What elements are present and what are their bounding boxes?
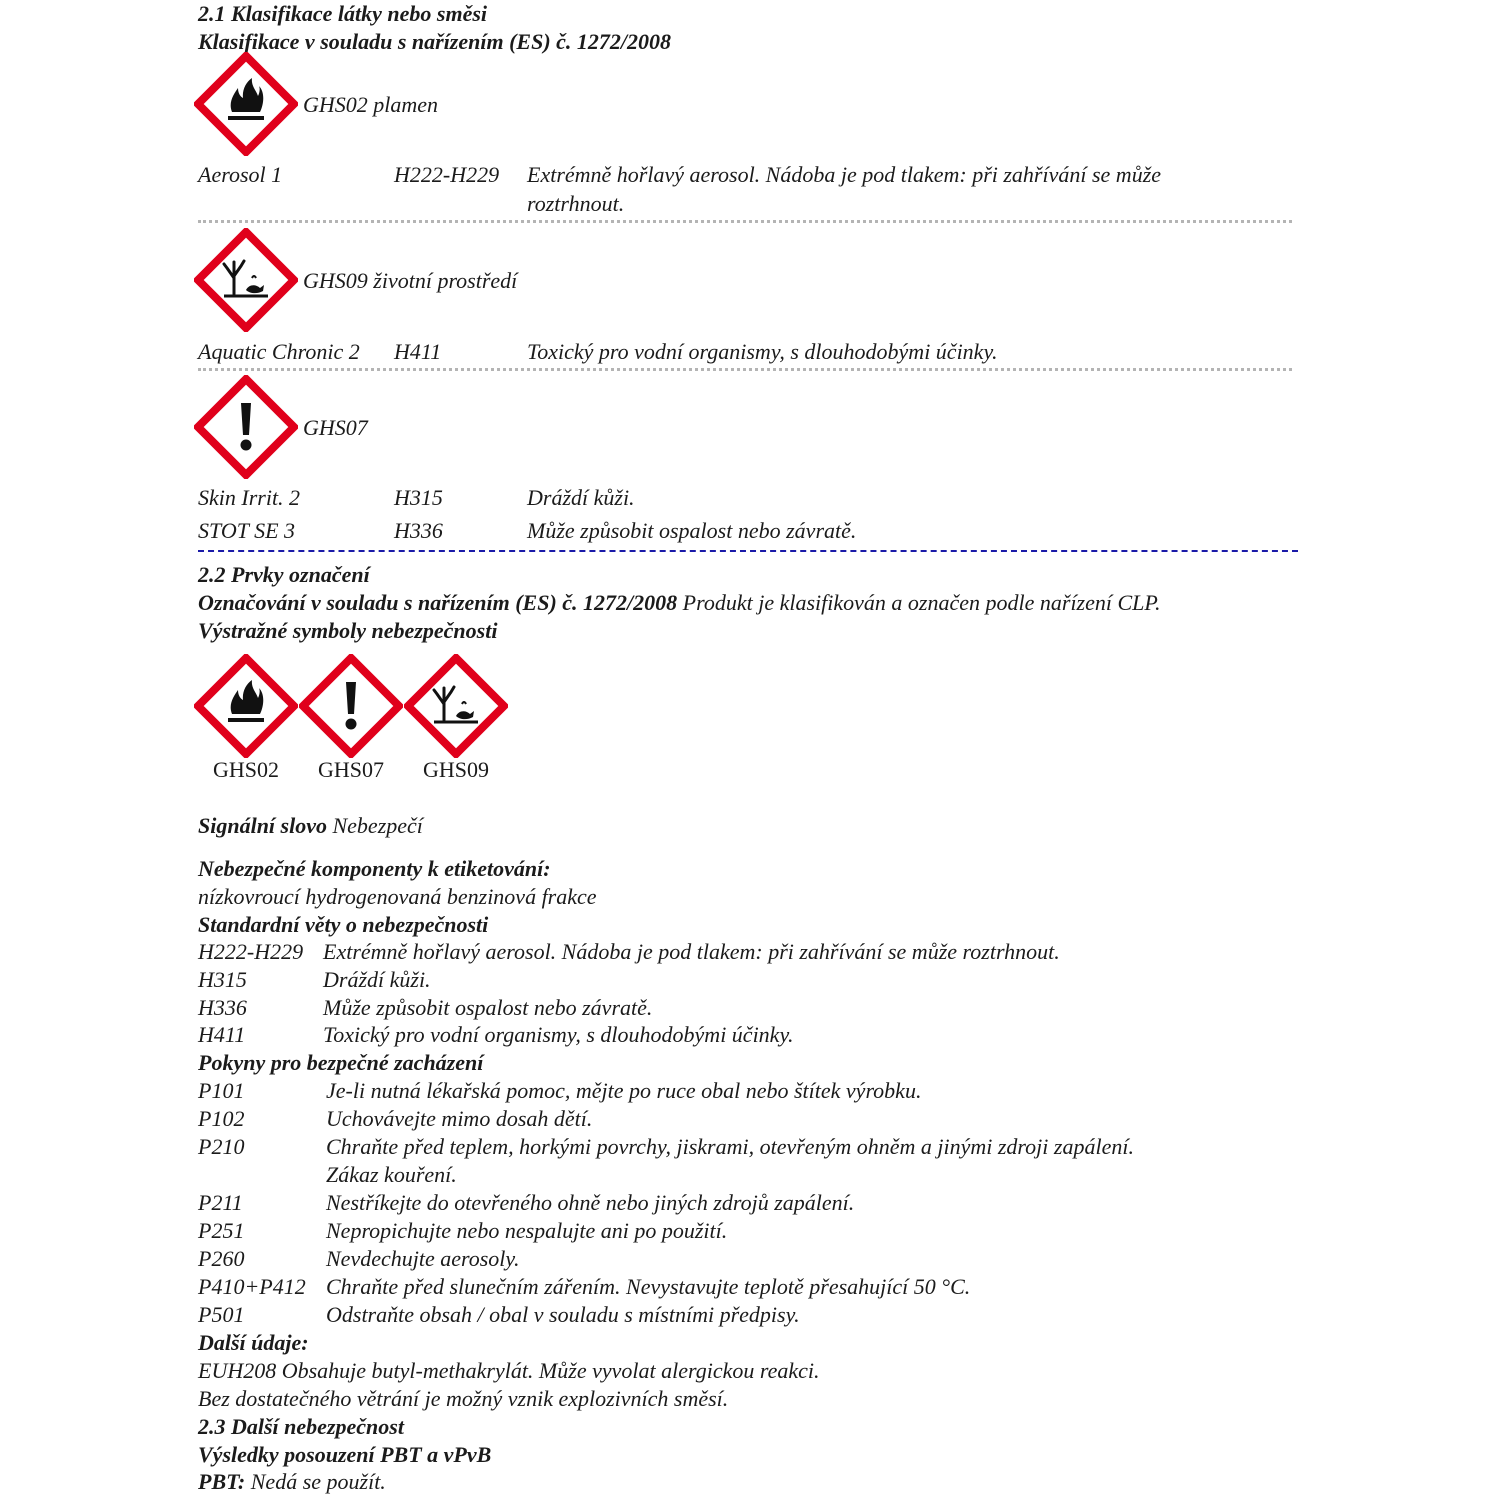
signal-word-line xyxy=(198,812,423,840)
class-category: Aquatic Chronic 2 xyxy=(198,339,360,364)
signal-word-value: Nebezpečí xyxy=(326,813,423,838)
pbt-value: Nedá se použít. xyxy=(245,1469,386,1494)
labelling-line xyxy=(198,589,1161,617)
class-category: Skin Irrit. 2 xyxy=(198,485,301,510)
environment-icon xyxy=(194,228,298,332)
pbt-line xyxy=(198,1468,386,1496)
environment-icon xyxy=(404,654,508,758)
p-statements-heading: Pokyny pro bezpečné zacházení xyxy=(198,1050,484,1075)
p-text: Chraňte před slunečním zářením. Nevystavujte teplotě přesahující 50 °C. xyxy=(326,1274,971,1299)
hazard-text: Extrémně hořlavý aerosol. Nádoba je pod tlakem: při zahřívání se může xyxy=(527,162,1162,187)
hazard-text-continued: roztrhnout. xyxy=(527,191,625,216)
labelling-regulation: Označování v souladu s nařízením (ES) č. 1272/2008 xyxy=(198,590,678,615)
class-category: Aerosol 1 xyxy=(198,162,283,187)
p-code: P410+P412 xyxy=(198,1274,306,1299)
h-text: Extrémně hořlavý aerosol. Nádoba je pod tlakem: při zahřívání se může roztrhnout. xyxy=(323,939,1060,964)
section-2-1-heading: 2.1 Klasifikace látky nebo směsi xyxy=(198,1,488,26)
dotted-separator xyxy=(198,368,1292,371)
p-text: Nevdechujte aerosoly. xyxy=(326,1246,520,1271)
p-text: Uchovávejte mimo dosah dětí. xyxy=(326,1106,593,1131)
exclamation-icon xyxy=(299,654,403,758)
hazard-text: Může způsobit ospalost nebo závratě. xyxy=(527,518,857,543)
exclamation-icon xyxy=(194,375,298,479)
p-text: Je-li nutná lékařská pomoc, mějte po ruce obal nebo štítek výrobku. xyxy=(326,1078,922,1103)
h-text: Dráždí kůži. xyxy=(323,967,431,992)
labelling-note: Produkt je klasifikován a označen podle nařízení CLP. xyxy=(677,590,1161,615)
flame-icon xyxy=(194,654,298,758)
p-text: Nepropichujte nebo nespalujte ani po použití. xyxy=(326,1218,728,1243)
p-text-continued: Zákaz kouření. xyxy=(326,1162,457,1187)
p-text: Nestříkejte do otevřeného ohně nebo jiných zdrojů zapálení. xyxy=(326,1190,855,1215)
hazard-code: H315 xyxy=(394,485,443,510)
pictogram-code: GHS09 xyxy=(422,757,489,782)
signal-word-label: Signální slovo xyxy=(198,813,327,838)
section-divider xyxy=(198,550,1298,552)
flame-icon xyxy=(194,52,298,156)
ghs09-label: GHS09 životní prostředí xyxy=(303,268,518,293)
section-2-1-subheading: Klasifikace v souladu s nařízením (ES) č. 1272/2008 xyxy=(198,29,672,54)
h-code: H315 xyxy=(198,967,247,992)
section-2-3-heading: 2.3 Další nebezpečnost xyxy=(198,1414,404,1439)
h-statements-heading: Standardní věty o nebezpečnosti xyxy=(198,912,489,937)
pbt-assessment-heading: Výsledky posouzení PBT a vPvB xyxy=(198,1442,492,1467)
pictogram-code: GHS07 xyxy=(317,757,384,782)
h-code: H336 xyxy=(198,995,247,1020)
section-2-2-heading: 2.2 Prvky označení xyxy=(198,562,370,587)
ghs02-label: GHS02 plamen xyxy=(303,92,439,117)
hazard-code: H222-H229 xyxy=(394,162,500,187)
hazard-text: Toxický pro vodní organismy, s dlouhodobými účinky. xyxy=(527,339,998,364)
p-code: P501 xyxy=(198,1302,245,1327)
p-code: P211 xyxy=(198,1190,243,1215)
h-text: Může způsobit ospalost nebo závratě. xyxy=(323,995,653,1020)
p-code: P210 xyxy=(198,1134,245,1159)
p-code: P101 xyxy=(198,1078,245,1103)
other-info-heading: Další údaje: xyxy=(198,1330,309,1355)
hazard-code: H411 xyxy=(394,339,442,364)
ghs07-label: GHS07 xyxy=(303,415,368,440)
other-info-line: EUH208 Obsahuje butyl-methakrylát. Může vyvolat alergickou reakci. xyxy=(198,1358,820,1383)
p-code: P260 xyxy=(198,1246,245,1271)
components-heading: Nebezpečné komponenty k etiketování: xyxy=(198,856,551,881)
components-text: nízkovroucí hydrogenovaná benzinová frakce xyxy=(198,884,597,909)
h-text: Toxický pro vodní organismy, s dlouhodobými účinky. xyxy=(323,1022,794,1047)
p-text: Odstraňte obsah / obal v souladu s místními předpisy. xyxy=(326,1302,800,1327)
p-text: Chraňte před teplem, horkými povrchy, jiskrami, otevřeným ohněm a jinými zdroji zapálení. xyxy=(326,1134,1134,1159)
pbt-label: PBT: xyxy=(198,1469,246,1494)
pictogram-code: GHS02 xyxy=(212,757,279,782)
p-code: P251 xyxy=(198,1218,245,1243)
class-category: STOT SE 3 xyxy=(198,518,296,543)
other-info-line: Bez dostatečného větrání je možný vznik explozivních směsí. xyxy=(198,1386,729,1411)
p-code: P102 xyxy=(198,1106,245,1131)
h-code: H411 xyxy=(198,1022,246,1047)
hazard-code: H336 xyxy=(394,518,443,543)
symbols-heading: Výstražné symboly nebezpečnosti xyxy=(198,618,498,643)
hazard-text: Dráždí kůži. xyxy=(527,485,635,510)
h-code: H222-H229 xyxy=(198,939,304,964)
dotted-separator xyxy=(198,220,1292,223)
